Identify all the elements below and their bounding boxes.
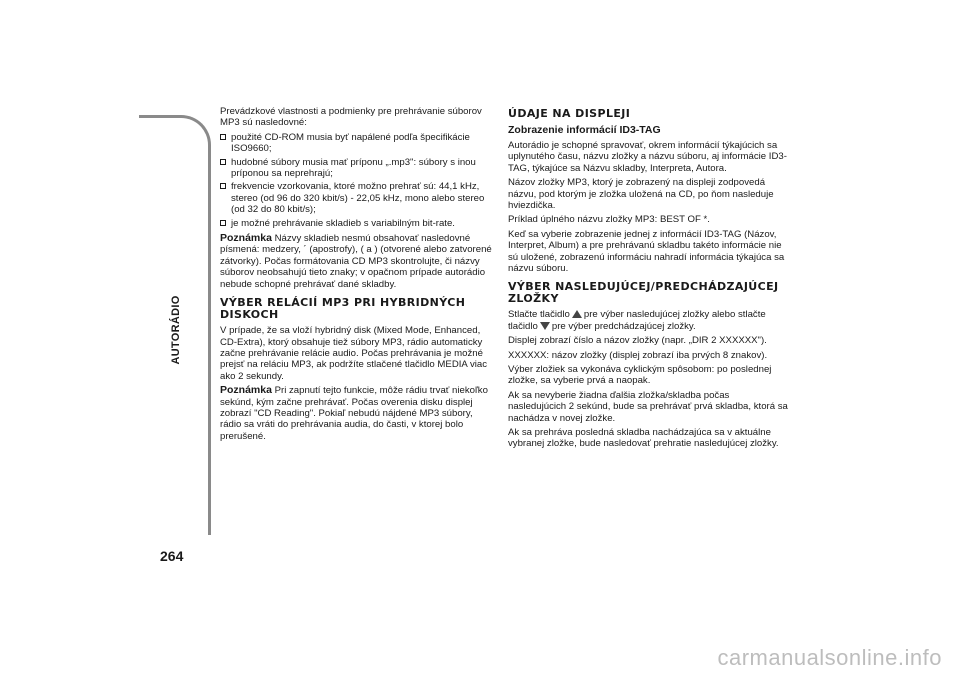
paragraph: Ak sa nevyberie žiadna ďalšia zložka/skladba počas nasledujúcich 2 sekúnd, bude sa prehrávať prvá skladba, ktorá sa nachádza v novej zložke. bbox=[508, 389, 788, 424]
section-heading: VÝBER NASLEDUJÚCEJ/PREDCHÁDZAJÚCEJ ZLOŽKY bbox=[508, 280, 779, 305]
note-paragraph bbox=[220, 385, 496, 442]
list-item bbox=[220, 181, 496, 215]
paragraph: Autorádio je schopné spravovať, okrem informácií týkajúcich sa uplynutého času, názvu zložky a názvu súboru, aj informácie ID3-TAG, týkajúce sa Názvu skladby, Interpreta, Autora. bbox=[508, 139, 787, 174]
note-text: Pri zapnutí tejto funkcie, môže rádiu trvať niekoľko sekúnd, kým začne prehrávať. Počas overenia disku displej zobrazí "CD Reading". Pokiaľ nebudú nájdené MP3 súbory, rádio sa vráti do prehrávania audia, do časti, v ktorej bolo prerušené. bbox=[220, 385, 488, 442]
paragraph: Keď sa vyberie zobrazenie jednej z informácií ID3-TAG (Názov, Interpret, Album) a pre prehrávanú skladbu takéto informácie nie sú uložené, zobrazenú informáciu nahradí informácia týkajúca sa názvu súboru. bbox=[508, 228, 785, 274]
paragraph: Názov zložky MP3, ktorý je zobrazený na displeji zodpovedá názvu, pod ktorým je zložka uložená na CD, po ňom nasleduje hviezdička. bbox=[508, 177, 774, 211]
list-item bbox=[220, 132, 496, 155]
down-arrow-icon bbox=[540, 322, 550, 330]
folder-buttons-paragraph bbox=[508, 309, 788, 332]
note-label: Poznámka bbox=[220, 384, 272, 397]
up-arrow-icon bbox=[572, 310, 582, 318]
paragraph: Výber zložiek sa vykonáva cyklickým spôsobom: po poslednej zložke, sa vyberie prvá a naopak. bbox=[508, 364, 772, 387]
section-heading: ÚDAJE NA DISPLEJI bbox=[508, 107, 631, 120]
list-item-text: je možné prehrávanie skladieb s variabilným bit-rate. bbox=[231, 217, 455, 229]
paragraph-text: Stlačte tlačidlo bbox=[508, 309, 570, 321]
intro-paragraph: Prevádzkové vlastnosti a podmienky pre prehrávanie súborov MP3 sú nasledovné: bbox=[220, 106, 482, 129]
paragraph: Ak sa prehráva posledná skladba nachádzajúca sa v aktuálne vybranej zložke, bude nasledovať prehratie nasledujúcej zložky. bbox=[508, 427, 779, 450]
hybrid-disc-paragraph: V prípade, že sa vloží hybridný disk (Mixed Mode, Enhanced, CD-Extra), ktorý obsahuje tiež súbory MP3, rádio automaticky začne prehrávanie relácie audio. Počas prehrávania je možné prejsť na reláciu MP3, ak podržíte stlačené tlačidlo MEDIA viac ako 2 sekundy. bbox=[220, 325, 488, 382]
watermark: carmanualsonline.info bbox=[717, 645, 942, 670]
checkbox-bullet-icon bbox=[220, 159, 226, 165]
note-paragraph bbox=[220, 233, 496, 290]
note-text: Názvy skladieb nesmú obsahovať nasledovné písmená: medzery, ´ (apostrofy), ( a ) (otvorené alebo zatvorené zátvorky). Počas formátovania CD MP3 skontrolujte, či názvy súborov neobsahujú tieto znaky; v opačnom prípade autorádio nebude schopné prehrávať dané skladby. bbox=[220, 233, 492, 290]
section-heading: VÝBER RELÁCIÍ MP3 PRI HYBRIDNÝCH DISKOCH bbox=[220, 296, 466, 321]
list-item-text: hudobné súbory musia mať príponu „.mp3": súbory s inou príponou sa neprehrajú; bbox=[231, 156, 476, 180]
left-column bbox=[220, 106, 496, 445]
right-column bbox=[508, 106, 788, 453]
list-item bbox=[220, 157, 496, 180]
list-item bbox=[220, 218, 496, 229]
checkbox-bullet-icon bbox=[220, 183, 226, 189]
list-item-text: použité CD-ROM musia byť napálené podľa špecifikácie ISO9660; bbox=[231, 131, 470, 155]
paragraph-text: pre výber nasledujúcej zložky alebo stlačte tlačidlo bbox=[508, 309, 766, 332]
checkbox-bullet-icon bbox=[220, 220, 226, 226]
paragraph: XXXXXX: názov zložky (displej zobrazí iba prvých 8 znakov). bbox=[508, 349, 768, 361]
requirements-list bbox=[220, 132, 496, 229]
paragraph: Príklad úplného názvu zložky MP3: BEST OF *. bbox=[508, 214, 710, 226]
subheading: Zobrazenie informácií ID3-TAG bbox=[508, 123, 661, 136]
section-label: AUTORÁDIO bbox=[170, 295, 182, 365]
list-item-text: frekvencie vzorkovania, ktoré možno prehrať sú: 44,1 kHz, stereo (od 96 do 320 kbit/s) - 22,05 kHz, mono alebo stereo (od 32 do 80 kbit/s); bbox=[231, 181, 485, 216]
note-label: Poznámka bbox=[220, 232, 272, 245]
checkbox-bullet-icon bbox=[220, 134, 226, 140]
paragraph-text: pre výber predchádzajúcej zložky. bbox=[551, 320, 696, 332]
page-number: 264 bbox=[160, 548, 184, 564]
paragraph: Displej zobrazí číslo a názov zložky (napr. „DIR 2 XXXXXX"). bbox=[508, 335, 767, 347]
